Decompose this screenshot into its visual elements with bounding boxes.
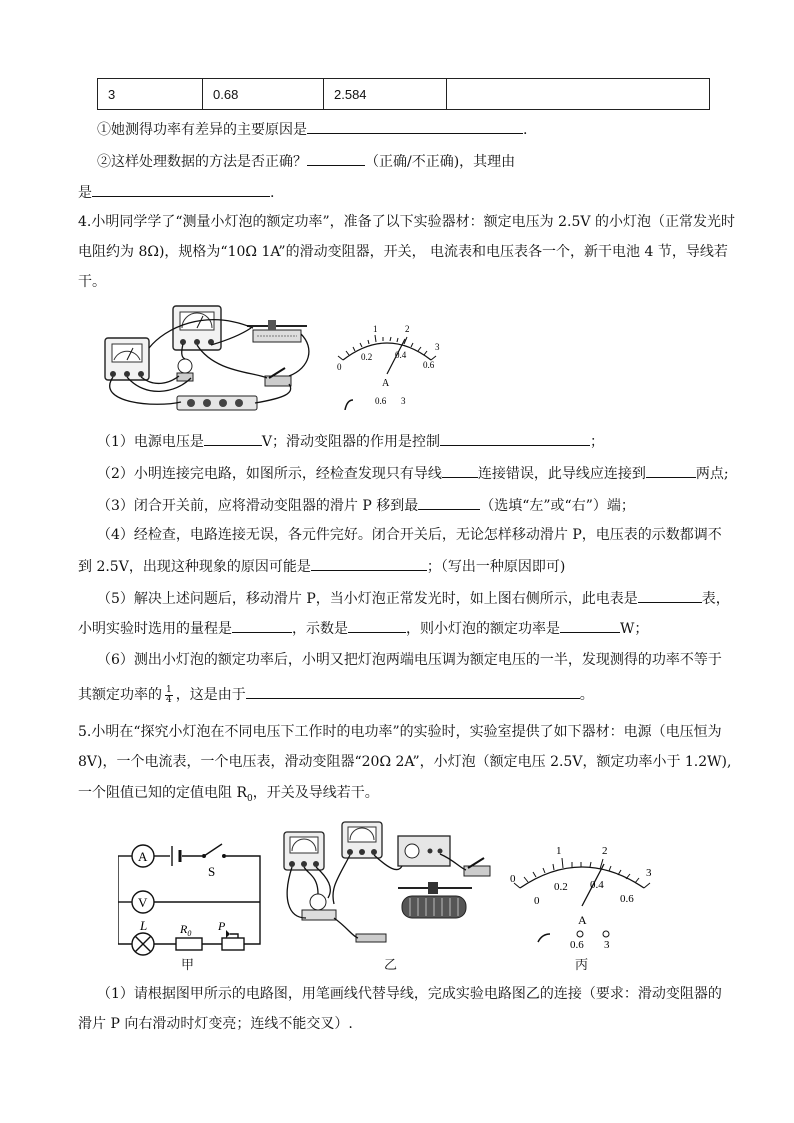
tick-label-bottom: 0.4	[395, 350, 407, 360]
switch-icon	[464, 858, 490, 876]
answer-blank[interactable]	[307, 118, 523, 134]
table-cell-empty	[447, 79, 710, 110]
q4-intro-3: 干。	[78, 274, 106, 290]
q4-sub-2: （2）小明连接完电路，如图所示，经检查发现只有导线 连接错误，此导线应连接到 两点;	[97, 462, 729, 484]
q4-sub-5-line2: 小明实验时选用的量程是 ，示数是 ，则小灯泡的额定功率是 W；	[78, 617, 648, 639]
tick-label-bottom: 0.4	[590, 879, 604, 891]
answer-blank[interactable]	[311, 555, 427, 571]
tick-label-top: 0	[510, 873, 516, 885]
figure-label-jia: 甲	[181, 958, 195, 973]
q4-sub-4-line2: 到 2.5V，出现这种现象的原因可能是 ；（写出一种原因即可)	[78, 555, 565, 577]
answer-blank[interactable]	[646, 462, 696, 478]
unit-label: A	[382, 378, 390, 389]
q4-sub-6-line1: （6）测出小灯泡的额定功率后，小明又把灯泡两端电压调为额定电压的一半，发现测得的功率不等于	[97, 652, 722, 668]
tick-label-bottom: 0	[337, 362, 342, 372]
q3-line1: ①她测得功率有差异的主要原因是 .	[97, 118, 527, 140]
switch-symbol-icon	[202, 844, 226, 879]
answer-blank[interactable]	[307, 150, 365, 166]
ammeter-device-icon	[284, 832, 324, 870]
answer-blank[interactable]	[418, 494, 480, 510]
data-table	[97, 78, 710, 110]
q5-sub-1-line1: （1）请根据图甲所示的电路图，用笔画线代替导线，完成实验电路图乙的连接（要求：滑动变阻器的	[97, 986, 722, 1002]
switch-icon	[265, 368, 291, 386]
svg-text:L: L	[140, 918, 148, 933]
table-cell-current: 0.68	[203, 79, 324, 110]
rheostat-icon	[398, 882, 472, 918]
tick-label-bottom: 0.2	[361, 352, 373, 362]
figure-label-yi: 乙	[384, 958, 398, 973]
answer-blank[interactable]	[348, 617, 406, 633]
q5-intro-2: 8V)，一个电流表，一个电压表，滑动变阻器“20Ω 2A”，小灯泡（额定电压 2.5V，额定功率小于 1.2W),	[78, 754, 732, 770]
tick-label-top: 1	[373, 324, 378, 334]
apparatus-figure-yi	[278, 818, 503, 948]
terminal-label: 3	[604, 939, 610, 951]
q4-sub-5-line1: （5）解决上述问题后，移动滑片 P，当小灯泡正常发光时，如上图右侧所示，此电表是 表，	[97, 587, 730, 609]
dial-ticks	[338, 335, 436, 360]
rheostat-icon	[247, 320, 307, 342]
unit-label: A	[578, 913, 587, 927]
figure-label-bing: 丙	[575, 958, 589, 973]
answer-blank[interactable]	[638, 587, 702, 603]
voltmeter-symbol-icon	[132, 891, 154, 913]
answer-blank[interactable]	[92, 181, 270, 197]
q5-intro-3: 一个阻值已知的定值电阻 $R_0$，开关及导线若干。	[78, 785, 379, 804]
resistor-icon	[356, 934, 386, 942]
svg-text:R0: $R_0$	[180, 922, 192, 938]
q5-sub-1-line2: 滑片 P 向右滑动时灯变亮；连线不能交叉）.	[78, 1016, 353, 1032]
table-cell-trial: 3	[98, 79, 203, 110]
ammeter-device-icon	[105, 338, 149, 380]
battery-symbol-icon	[172, 846, 180, 866]
bulb-icon	[302, 894, 336, 920]
ammeter-symbol-icon	[132, 845, 154, 867]
answer-blank[interactable]	[440, 430, 590, 446]
q4-sub-3: （3）闭合开关前，应将滑动变阻器的滑片 P 移到最 （选填“左”或“右”）端；	[97, 494, 635, 516]
terminal-label: 0.6	[375, 396, 387, 406]
svg-text:P: P	[218, 919, 226, 933]
circuit-diagram-jia	[118, 832, 268, 972]
answer-blank[interactable]	[560, 617, 620, 633]
q4-intro-2: 电阻约为 8Ω)，规格为“10Ω 1A”的滑动变阻器，开关， 电流表和电压表各一个，新干电池 4 节，导线若	[78, 244, 728, 260]
battery-box-icon	[177, 396, 257, 410]
resistor-r0-symbol-icon	[176, 922, 202, 950]
q4-sub-6-line2: 其额定功率的 $\frac{1}{4}$ ，这是由于 。	[78, 684, 594, 705]
table-cell-power: 2.584	[324, 79, 447, 110]
dial-ticks	[514, 858, 650, 888]
svg-text:A: A	[138, 849, 148, 864]
tick-label-top: 3	[435, 342, 440, 352]
q4-apparatus-figure	[85, 298, 320, 418]
q4-sub-4-line1: （4）经检查，电路连接无误，各元件完好。闭合开关后，无论怎样移动滑片 P，电压表的示数都调不	[97, 527, 722, 543]
q4-intro-1: 4.小明同学学了“测量小灯泡的额定功率”，准备了以下实验器材：额定电压为 2.5V 的小灯泡（正常发光时	[78, 214, 735, 230]
svg-text:V: V	[138, 895, 148, 910]
q5-intro-1: 5.小明在“探究小灯泡在不同电压下工作时的电功率”的实验时，实验室提供了如下器材：电源（电压恒为	[78, 724, 722, 740]
q4-ammeter-dial	[335, 320, 445, 410]
tick-label-top: 3	[646, 867, 652, 879]
q3-line3: 是 .	[78, 181, 274, 203]
voltmeter-device-icon	[342, 822, 382, 858]
tick-label-top: 2	[405, 324, 410, 334]
fraction-quarter: $\frac{1}{4}$	[166, 684, 172, 705]
lamp-symbol-icon	[132, 918, 154, 955]
terminal-label: 3	[401, 396, 406, 406]
q4-sub-1: （1）电源电压是 V；滑动变阻器的作用是控制 ；	[97, 430, 604, 452]
answer-blank[interactable]	[442, 462, 478, 478]
tick-label-bottom: 0.2	[554, 881, 568, 893]
answer-blank[interactable]	[204, 430, 262, 446]
tick-label-top: 2	[602, 845, 608, 857]
q3-line2: ②这样处理数据的方法是否正确？ （正确/不正确)，其理由	[97, 150, 515, 172]
tick-label-bottom: 0.6	[620, 893, 634, 905]
ammeter-dial-bing	[508, 842, 658, 952]
svg-text:S: S	[208, 864, 216, 879]
answer-blank[interactable]	[232, 617, 292, 633]
table-row	[98, 79, 710, 110]
terminal-label: 0.6	[570, 939, 584, 951]
tick-label-top: 1	[556, 845, 562, 857]
tick-label-bottom: 0	[534, 895, 540, 907]
answer-blank[interactable]	[246, 683, 580, 699]
power-supply-icon	[398, 836, 450, 866]
tick-label-bottom: 0.6	[423, 360, 435, 370]
voltmeter-device-icon	[173, 306, 221, 350]
